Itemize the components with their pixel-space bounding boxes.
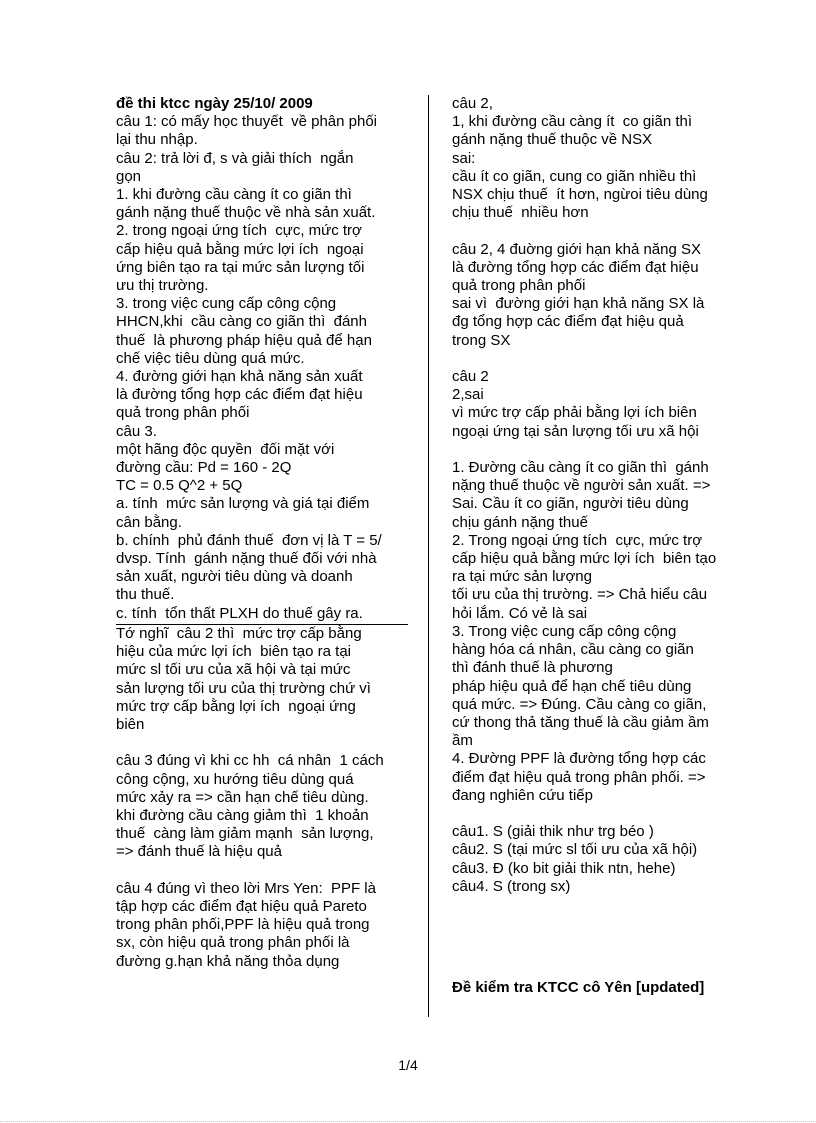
text-line: 2. Trong ngoại ứng tích cực, mức trợ [452,531,703,549]
text-line: câu 2: trả lời đ, s và giải thích ngắn [116,149,354,167]
text-line: ngoại ứng tại sản lượng tối ưu xã hội [452,422,699,440]
text-line [452,805,742,823]
left-column [116,95,412,971]
text-line: khi đường cầu càng giảm thì 1 khoản [116,806,369,824]
text-line: nặng thuế thuộc về người sản xuất. => [452,477,711,495]
text-line: 2. trong ngoại ứng tích cực, mức trợ [116,222,362,240]
text-line: chế việc tiêu dùng quá mức. [116,349,305,367]
text-line [116,862,412,880]
text-line: đang nghiên cứu tiếp [452,786,593,804]
text-line: 1, khi đường cầu càng ít co giãn thì [452,113,693,131]
text-line: câu3. Đ (ko bit giải thik ntn, hehe) [452,859,676,877]
text-line: 1. khi đường cầu càng ít co giãn thì [116,186,352,204]
text-line: tối ưu của thị trường. => Chả hiểu câu [452,586,708,604]
text-line: quá mức. => Đúng. Cầu càng co giãn, [452,695,707,713]
text-line: câu 2, 4 đuờng giới hạn khả năng SX [452,240,702,258]
page-edge [0,1121,816,1122]
text-line [452,350,742,368]
text-line: ra tại mức sản lượng [452,568,592,586]
text-line: câu2. S (tại mức sl tối ưu của xã hội) [452,841,698,859]
text-line: hiệu của mức lợi ích biên tạo ra tại [116,643,351,661]
text-line: đường g.hạn khả năng thỏa dụng [116,952,340,970]
text-line: thuế càng làm giảm mạnh sản lượng, [116,825,374,843]
text-line: ầm [452,732,473,750]
text-line: mức sl tối ưu của xã hội và tại mức [116,661,351,679]
text-line: câu 2, [452,95,493,112]
text-line: gánh nặng thuế thuộc về nhà sản xuất. [116,204,376,222]
text-line: a. tính mức sản lượng và giá tại điểm [116,495,370,513]
text-line: là đường tổng hợp các điểm đạt hiệu [116,386,363,404]
text-line: chịu thuế nhiều hơn [452,204,589,222]
text-line: quả trong phân phối [452,277,586,295]
text-line [452,222,742,240]
text-line: câu 3 đúng vì khi cc hh cá nhân 1 cách [116,752,384,770]
text-line: HHCN,khi cầu càng co giãn thì đánh [116,313,367,331]
text-line: 1. Đường cầu càng ít co giãn thì gánh [452,459,709,477]
text-line: cấp hiệu quả bằng mức lợi ích ngoại [116,240,364,258]
document-title: Đề kiểm tra KTCC cô Yên [updated] [452,979,705,996]
text-line: mức xảy ra => cần hạn chế tiêu dùng. [116,788,369,806]
text-line: 4. Đường PPF là đường tổng hợp các [452,750,706,768]
text-line: Sai. Cầu ít co giãn, người tiêu dùng [452,495,689,513]
text-line: cứ thong thả tăng thuế là cầu giảm ầm [452,713,709,731]
text-line: sx, còn hiệu quả trong phân phối là [116,934,350,952]
text-line: tập hợp các điểm đạt hiệu quả Pareto [116,897,367,915]
text-line: gánh nặng thuế thuộc về NSX [452,131,653,149]
text-line: hàng hóa cá nhân, cầu càng co giãn [452,641,694,659]
text-line: TC = 0.5 Q^2 + 5Q [116,477,243,495]
text-line: thuế là phương pháp hiệu quả để hạn [116,331,372,349]
text-line: 3. Trong việc cung cấp công cộng [452,622,677,640]
text-line: b. chính phủ đánh thuế đơn vị là T = 5/ [116,531,382,549]
text-line: lại thu nhập. [116,131,198,149]
text-line: là đường tổng hợp các điểm đạt hiệu [452,258,699,276]
text-line: dvsp. Tính gánh nặng thuế đối với nhà [116,550,377,568]
text-line: 3. trong việc cung cấp công cộng [116,295,337,313]
text-line: c. tính tổn thất PLXH do thuế gây ra. [116,604,363,622]
text-line: ưu thị trường. [116,277,209,295]
text-line: câu 2 [452,368,489,386]
text-line [452,441,742,459]
text-line: NSX chịu thuế ít hơn, ngừoi tiêu dùng [452,186,708,204]
right-column [452,95,742,896]
text-line: thì đánh thuế là phương [452,659,613,677]
text-line: ứng biên tạo ra tại mức sản lượng tối [116,258,365,276]
text-line: sản lượng tối ưu của thị trường chứ vì [116,679,371,697]
text-line: chịu gánh nặng thuế [452,513,588,531]
text-line: quả trong phân phối [116,404,250,422]
text-line: 4. đường giới hạn khả năng sản xuất [116,368,363,386]
text-line: câu 3. [116,422,157,440]
text-line: pháp hiệu quả để hạn chế tiêu dùng [452,677,692,695]
text-line: sai: [452,149,476,167]
text-line [116,734,412,752]
text-line: vì mức trợ cấp phải bằng lợi ích biên [452,404,697,422]
text-line: cầu ít co giãn, cung co giãn nhiều thì [452,167,697,185]
text-line: câu1. S (giải thik như trg béo ) [452,823,654,841]
text-line: hỏi lắm. Có vẻ là sai [452,604,588,622]
text-line: cân bằng. [116,513,182,531]
text-line: đường cầu: Pd = 160 - 2Q [116,459,292,477]
text-line: trong SX [452,331,511,349]
text-line: câu4. S (trong sx) [452,877,571,895]
text-line: cấp hiệu quả bằng mức lợi ích biên tạo [452,550,717,568]
text-line: Tớ nghĩ câu 2 thì mức trợ cấp bằng [116,624,362,642]
text-line: 2,sai [452,386,484,404]
text-line: gọn [116,167,142,185]
text-line: biên [116,715,145,733]
text-line: sản xuất, người tiêu dùng và doanh [116,568,353,586]
text-line: điểm đạt hiệu quả trong phân phối. => [452,768,706,786]
text-line: mức trợ cấp bằng lợi ích ngoại ứng [116,697,356,715]
text-line: câu 4 đúng vì theo lời Mrs Yen: PPF là [116,879,376,897]
text-line: công cộng, xu hướng tiêu dùng quá [116,770,354,788]
text-line: thu thuế. [116,586,175,604]
page-number: 1/4 [398,1057,418,1073]
column-divider [428,95,429,1017]
text-line: sai vì đường giới hạn khả năng SX là [452,295,705,313]
text-line: câu 1: có mấy học thuyết về phân phối [116,113,377,131]
text-line: trong phân phối,PPF là hiệu quả trong [116,916,370,934]
text-line: đề thi ktcc ngày 25/10/ 2009 [116,95,313,112]
text-line: một hãng độc quyền đối mặt với [116,440,335,458]
text-line: đg tổng hợp các điểm đạt hiệu quả [452,313,684,331]
text-line: => đánh thuế là hiệu quả [116,843,282,861]
